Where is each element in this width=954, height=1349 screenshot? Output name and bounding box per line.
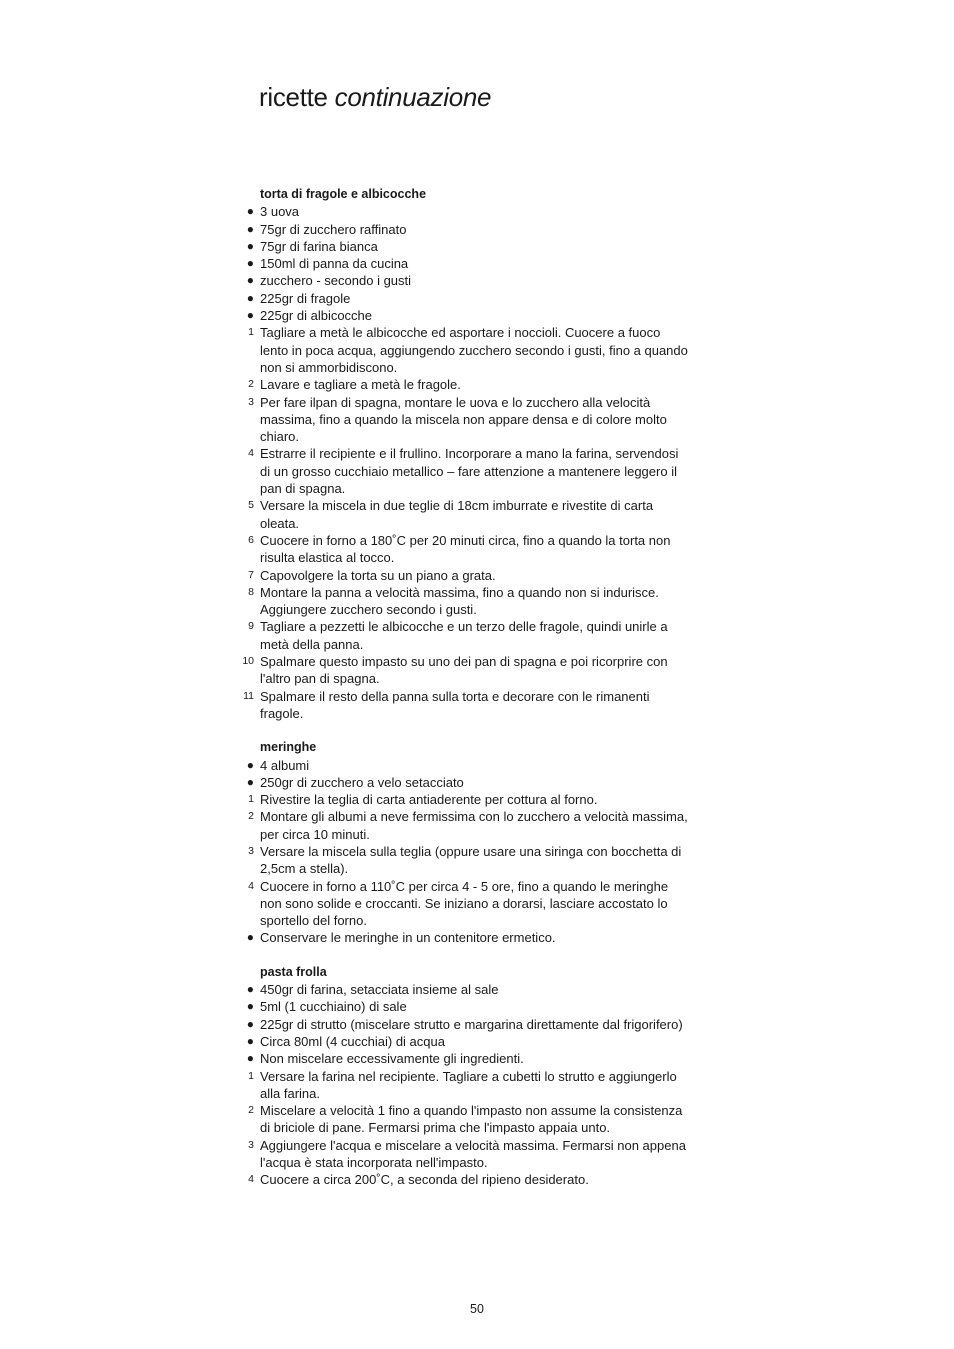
recipe-row (0, 1171, 690, 1188)
step-text: Spalmare il resto della panna sulla torta e decorare con le rimanenti fragole. (260, 688, 650, 721)
recipe-title: pasta frolla (260, 964, 327, 979)
recipe-row (0, 567, 690, 584)
page-number: 50 (470, 1302, 484, 1316)
bullet-icon: ● (246, 999, 254, 1014)
recipe-row (0, 203, 690, 220)
step-number: 2 (248, 1104, 254, 1117)
recipe-row (0, 1102, 690, 1137)
bullet-icon: ● (246, 982, 254, 997)
ingredient-text: 225gr di albicocche (260, 308, 373, 324)
recipe-row (0, 376, 690, 393)
step-number: 2 (248, 378, 254, 391)
ingredient-text: 5ml (1 cucchiaino) di sale (260, 999, 407, 1015)
step-text: Miscelare a velocità 1 fino a quando l'impasto non assume la consistenza di briciole di pane. Fermarsi prima che l'impasto appaia unto. (260, 1103, 683, 1136)
step-number: 1 (248, 326, 254, 339)
bullet-icon: ● (246, 774, 254, 789)
step-text: Estrarre il recipiente e il frullino. Incorporare a mano la farina, servendosi di un grosso cucchiaio metallico – fare attenzione a mantenere leggero il pan di spagna. (260, 446, 679, 497)
step-number: 11 (243, 689, 254, 702)
recipe-row (0, 757, 690, 774)
bullet-icon: ● (246, 256, 254, 271)
step-text: Tagliare a metà le albicocche ed asportare i noccioli. Cuocere a fuoco lento in poca acqua, aggiungendo zucchero secondo i gusti, fino a quando non si ammorbidiscono. (260, 325, 688, 375)
ingredient-text: 150ml di panna da cucina (260, 256, 409, 272)
recipe-block (0, 964, 954, 1189)
ingredient-text: Circa 80ml (4 cucchiai) di acqua (260, 1033, 445, 1049)
recipe-title: meringhe (260, 740, 317, 755)
step-text: Versare la miscela sulla teglia (oppure usare una siringa con bocchetta di 2,5cm a stella). (260, 843, 682, 877)
bullet-icon: ● (246, 757, 254, 772)
recipe-row (0, 653, 690, 688)
recipe-row (0, 808, 690, 843)
ingredient-text: 3 uova (260, 204, 300, 220)
page-title-main: ricette (259, 82, 328, 112)
step-text: Per fare ilpan di spagna, montare le uova e lo zucchero alla velocità massima, fino a quando la miscela non appare densa e di colore molto chiaro. (260, 394, 667, 445)
step-text: Tagliare a pezzetti le albicocche e un terzo delle fragole, quindi unirle a metà della panna. (260, 619, 668, 652)
step-number: 2 (248, 810, 254, 823)
step-text: Lavare e tagliare a metà le fragole. (260, 377, 461, 393)
recipe-row (0, 221, 690, 238)
ingredient-text: 75gr di zucchero raffinato (260, 221, 407, 237)
ingredient-text: Non miscelare eccessivamente gli ingredienti. (260, 1051, 524, 1067)
bullet-icon: ● (246, 1033, 254, 1048)
recipe-row (0, 774, 690, 791)
recipe-block (0, 739, 954, 947)
recipe-row (0, 843, 690, 878)
step-number: 4 (248, 879, 254, 892)
bullet-icon: ● (246, 308, 254, 323)
bullet-icon: ● (246, 238, 254, 253)
recipe-row (0, 981, 690, 998)
ingredient-text: zucchero - secondo i gusti (260, 273, 412, 289)
step-text: Cuocere in forno a 110˚C per circa 4 - 5 ore, fino a quando le meringhe non sono solide e croccanti. Se iniziano a dorarsi, lasciare accostato lo sportello del forno. (260, 878, 669, 929)
recipe-row (0, 307, 690, 324)
step-text: Spalmare questo impasto su uno dei pan di spagna e poi ricorprire con l'altro pan di spagna. (260, 654, 668, 687)
step-text: Montare la panna a velocità massima, fino a quando non si indurisce. Aggiungere zucchero secondo i gusti. (260, 584, 659, 618)
step-text: Versare la farina nel recipiente. Tagliare a cubetti lo strutto e aggiungerlo alla farina. (260, 1068, 677, 1101)
recipe-row (0, 532, 690, 567)
step-number: 6 (248, 533, 254, 546)
recipe-title: torta di fragole e albicocche (260, 187, 427, 201)
step-number: 1 (248, 1069, 254, 1082)
recipe-row (0, 1016, 690, 1033)
bullet-icon: ● (246, 1016, 254, 1031)
step-number: 5 (248, 499, 254, 512)
step-number: 4 (248, 447, 254, 460)
ingredient-text: 4 albumi (260, 757, 310, 773)
step-number: 9 (248, 620, 254, 633)
step-number: 10 (242, 655, 254, 668)
bullet-icon: ● (246, 221, 254, 236)
step-text: Montare gli albumi a neve fermissima con lo zucchero a velocità massima, per circa 10 minuti. (260, 809, 688, 842)
ingredient-text: 250gr di zucchero a velo setacciato (260, 774, 464, 790)
recipe-row (0, 878, 690, 930)
step-number: 3 (248, 1138, 254, 1151)
step-text: Aggiungere l'acqua e miscelare a velocità massima. Fermarsi non appena l'acqua è stata incorporata nell'impasto. (260, 1137, 686, 1171)
recipe-row (0, 618, 690, 653)
step-text: Cuocere in forno a 180˚C per 20 minuti circa, fino a quando la torta non risulta elastica al tocco. (260, 532, 671, 566)
recipe-row (0, 290, 690, 307)
recipe-row (0, 272, 690, 289)
bullet-icon: ● (246, 273, 254, 288)
step-text: Rivestire la teglia di carta antiaderente per cottura al forno. (260, 792, 598, 808)
recipe-row (0, 445, 690, 497)
recipe-row (0, 1068, 690, 1103)
step-number: 3 (248, 844, 254, 857)
bullet-icon: ● (246, 930, 254, 945)
step-text: Versare la miscela in due teglie di 18cm imburrate e rivestite di carta oleata. (260, 498, 654, 531)
recipes-content (0, 186, 954, 1206)
bullet-icon: ● (246, 1051, 254, 1066)
recipe-row (0, 929, 690, 946)
step-number: 8 (248, 585, 254, 598)
recipe-row (0, 394, 690, 446)
ingredient-text: 225gr di strutto (miscelare strutto e margarina direttamente dal frigorifero) (260, 1016, 683, 1032)
recipe-block (0, 186, 954, 722)
step-number: 3 (248, 395, 254, 408)
bullet-icon: ● (246, 290, 254, 305)
step-number: 1 (248, 793, 254, 806)
recipe-row (0, 688, 690, 723)
page-title (259, 82, 491, 113)
recipe-row (0, 324, 690, 376)
step-number: 7 (248, 568, 254, 581)
recipe-row (0, 255, 690, 272)
recipe-row (0, 584, 690, 619)
recipe-row (0, 238, 690, 255)
ingredient-text: 450gr di farina, setacciata insieme al sale (260, 982, 499, 998)
ingredient-text: Conservare le meringhe in un contenitore ermetico. (260, 930, 556, 946)
ingredient-text: 75gr di farina bianca (260, 238, 378, 254)
recipe-row (0, 791, 690, 808)
ingredient-text: 225gr di fragole (260, 290, 351, 306)
step-text: Cuocere a circa 200˚C, a seconda del ripieno desiderato. (260, 1172, 589, 1188)
recipe-row (0, 998, 690, 1015)
recipe-row (0, 1137, 690, 1172)
recipe-row (0, 1050, 690, 1067)
recipe-row (0, 497, 690, 532)
bullet-icon: ● (246, 204, 254, 219)
step-text: Capovolgere la torta su un piano a grata. (260, 567, 496, 583)
page-title-italic: continuazione (334, 82, 492, 112)
step-number: 4 (248, 1173, 254, 1186)
recipe-row (0, 1033, 690, 1050)
